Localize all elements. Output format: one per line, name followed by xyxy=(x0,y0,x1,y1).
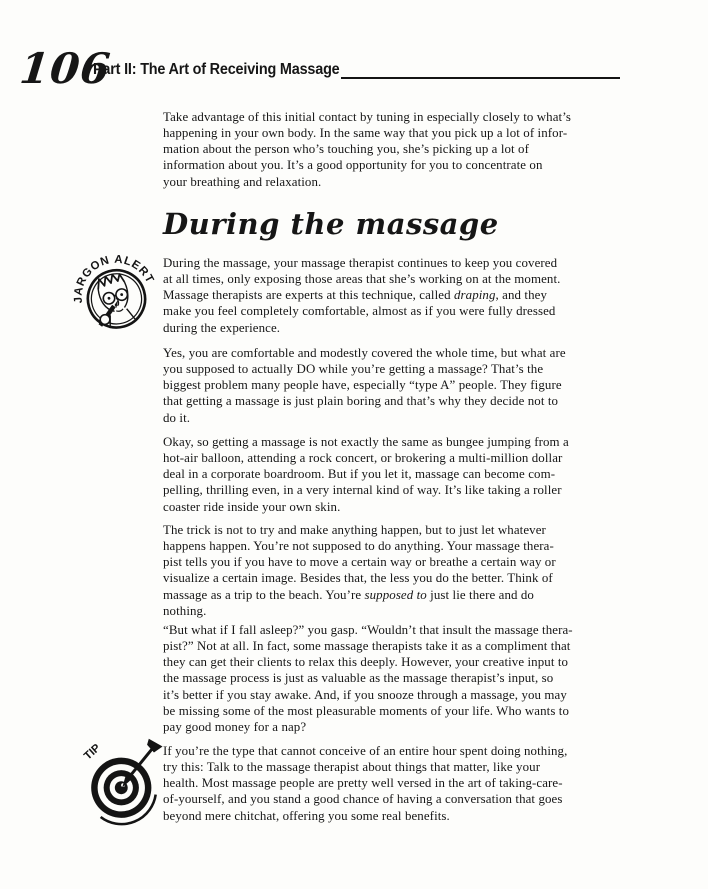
section-heading: During the massage xyxy=(163,207,499,241)
part-title: Part II: The Art of Receiving Massage xyxy=(93,61,340,78)
paragraph-the-trick: The trick is not to try and make anything happen, but to just let whatever happens happen. You’re not supposed to do anything. Your massage thera- pist tells you if you have to move a certain way or breathe a certain way or visualize a certain image. Besides that, the less you do the better. Think of massage as a trip to the beach. You’re supposed to just lie there and do nothing. xyxy=(163,523,556,618)
tip-label: TIP xyxy=(81,741,103,763)
paragraph-intro: Take advantage of this initial contact by tuning in especially closely to what’s happening in your own body. In the same way that you pick up a lot of infor- mation about the person who’s touching you, she’s picking up a lot of information about you. It’s a good opportunity for you to concentrate on your breathing and relaxation. xyxy=(163,110,572,189)
paragraph-type-a: Yes, you are comfortable and modestly covered the whole time, but what are you supposed to actually DO while you’re getting a massage? That’s the biggest problem many people have, especially “type A” people. They figure that getting a massage is just plain boring and that’s why they decide not to do it. xyxy=(163,346,566,425)
paragraph-rollercoaster: Okay, so getting a massage is not exactly the same as bungee jumping from a hot-air balloon, attending a rock concert, or brokering a multi-million dollar deal in a corporate boardroom. But if you let it, massage can become com- pelling, thrilling even, in a very internal kind of way. It’s like taking a roller coaster ride inside your own skin. xyxy=(163,435,569,514)
paragraph-tip: If you’re the type that cannot conceive of an entire hour spent doing nothing, try this: Talk to the massage therapist about things that matter, like your health. Most massage people are pretty well versed in the art of taking-care- of-yourself, and you stand a good chance of having a conversation that goes beyond mere chitchat, offering you some real benefits. xyxy=(163,744,568,823)
jargon-alert-icon xyxy=(72,244,160,338)
jargon-alert-label: JARGON ALERT xyxy=(72,253,156,304)
paragraph-fall-asleep: “But what if I fall asleep?” you gasp. “Wouldn’t that insult the massage thera- pist?” Not at all. In fact, some massage therapists take it as a compliment that they can get their clients to relax this deeply. However, your creative input to the massage process is just as valuable as the massage therapist’s input, so it’s better if you stay awake. And, if you snooze through a massage, you may be missing some of the most pleasurable moments of your life. Who wants to pay good money for a nap? xyxy=(163,623,573,734)
paragraph-draping: During the massage, your massage therapist continues to keep you covered at all times, only exposing those areas that she’s working on at the moment. Massage therapists are experts at this technique, called draping, and they make you feel completely comfortable, almost as if you were fully dressed during the experience. xyxy=(163,256,561,335)
header-rule xyxy=(341,77,620,79)
page-number: 106 xyxy=(17,44,114,93)
tip-icon xyxy=(80,734,166,826)
